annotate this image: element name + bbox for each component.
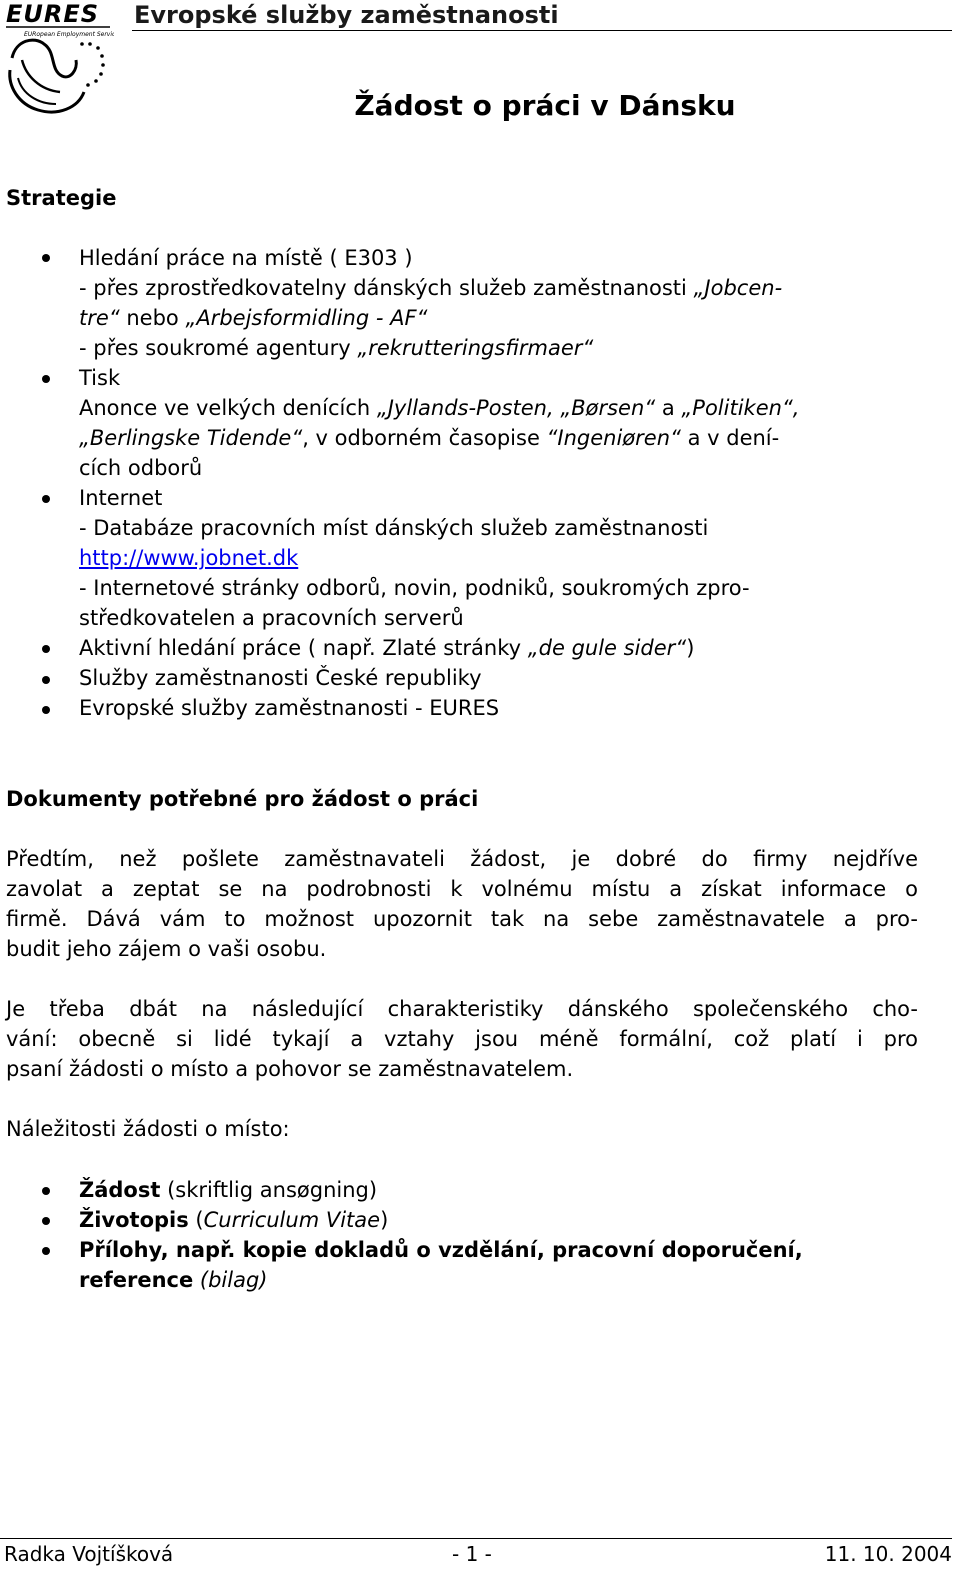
document-title (0, 86, 960, 126)
header-title: Evropské služby zaměstnanosti (134, 1, 559, 29)
strategy-item-6: Evropské služby zaměstnanosti - EURES (79, 696, 500, 720)
strategy-item-1: Hledání práce na místě ( E303 ) (79, 246, 413, 270)
strategy-item-2-line-2: Anonce ve velkých denících „Jyllands-Posten, „Børsen“ a „Politiken“, (79, 396, 800, 420)
bullet-icon (42, 495, 50, 503)
bullet-icon (42, 1247, 50, 1255)
bullet-icon (42, 706, 50, 714)
bullet-icon (42, 1187, 50, 1195)
paragraph-2-line-2: vání: obecně si lidé tykají a vztahy jsou méně formální, což platí i pro (6, 1027, 918, 1051)
footer-page-number: - 1 - (452, 1542, 492, 1566)
requirement-item-3-line-2: reference (bilag) (79, 1268, 268, 1292)
logo-subtitle: EURopean Employment Services (24, 31, 114, 38)
bullet-icon (42, 1217, 50, 1225)
strategy-item-2-line-3: „Berlingske Tidende“, v odborném časopise “Ingeniøren“ a v dení- (79, 426, 780, 450)
strategy-item-3-line-5: středkovatelen a pracovních serverů (79, 606, 464, 630)
strategy-heading: Strategie (6, 186, 117, 210)
paragraph-2-line-1: Je třeba dbát na následující charakteristiky dánského společenského cho- (6, 997, 918, 1021)
strategy-item-3: Internet (79, 486, 163, 510)
documents-heading: Dokumenty potřebné pro žádost o práci (6, 787, 479, 811)
footer-divider (0, 1538, 952, 1539)
bullet-icon (42, 645, 50, 653)
requirements-intro: Náležitosti žádosti o místo: (6, 1117, 290, 1141)
footer-author: Radka Vojtíšková (4, 1542, 174, 1566)
requirement-item-3: Přílohy, např. kopie dokladů o vzdělání, pracovní doporučení, (79, 1238, 803, 1262)
paragraph-2-line-3: psaní žádosti o místo a pohovor se zaměstnavatelem. (6, 1057, 574, 1081)
paragraph-1-line-2: zavolat a zeptat se na podrobnosti k volnému místu a získat informace o (6, 877, 918, 901)
bullet-icon (42, 676, 50, 684)
paragraph-1-line-1: Předtím, než pošlete zaměstnavateli žádost, je dobré do firmy nejdříve (6, 847, 918, 871)
strategy-item-4: Aktivní hledání práce ( např. Zlaté stránky „de gule sider“) (79, 636, 695, 660)
requirement-item-1: Žádost (skriftlig ansøgning) (79, 1178, 378, 1202)
jobnet-link[interactable]: http://www.jobnet.dk (79, 546, 299, 570)
strategy-item-1-line-2: - přes zprostředkovatelny dánských služeb zaměstnanosti „Jobcen- (79, 276, 783, 300)
strategy-item-5: Služby zaměstnanosti České republiky (79, 666, 482, 690)
requirement-item-2: Životopis (Curriculum Vitae) (79, 1208, 389, 1232)
strategy-item-1-line-3: tre“ nebo „Arbejsformidling - AF“ (79, 306, 428, 330)
footer-date: 11. 10. 2004 (824, 1542, 952, 1566)
strategy-item-3-line-4: - Internetové stránky odborů, novin, podniků, soukromých zpro- (79, 576, 750, 600)
paragraph-1-line-3: firmě. Dává vám to možnost upozornit tak na sebe zaměstnavatele a pro- (6, 907, 918, 931)
document-title-text: Žádost o práci v Dánsku (354, 89, 736, 122)
header-divider (132, 30, 952, 31)
strategy-item-2-line-4: cích odborů (79, 456, 203, 480)
paragraph-1-line-4: budit jeho zájem o vaši osobu. (6, 937, 327, 961)
strategy-item-1-line-4: - přes soukromé agentury „rekrutteringsfirmaer“ (79, 336, 594, 360)
strategy-item-3-line-2: - Databáze pracovních míst dánských služeb zaměstnanosti (79, 516, 709, 540)
bullet-icon (42, 254, 50, 262)
logo-wordmark: EURES (6, 0, 100, 28)
strategy-item-2: Tisk (79, 366, 121, 390)
bullet-icon (42, 375, 50, 383)
